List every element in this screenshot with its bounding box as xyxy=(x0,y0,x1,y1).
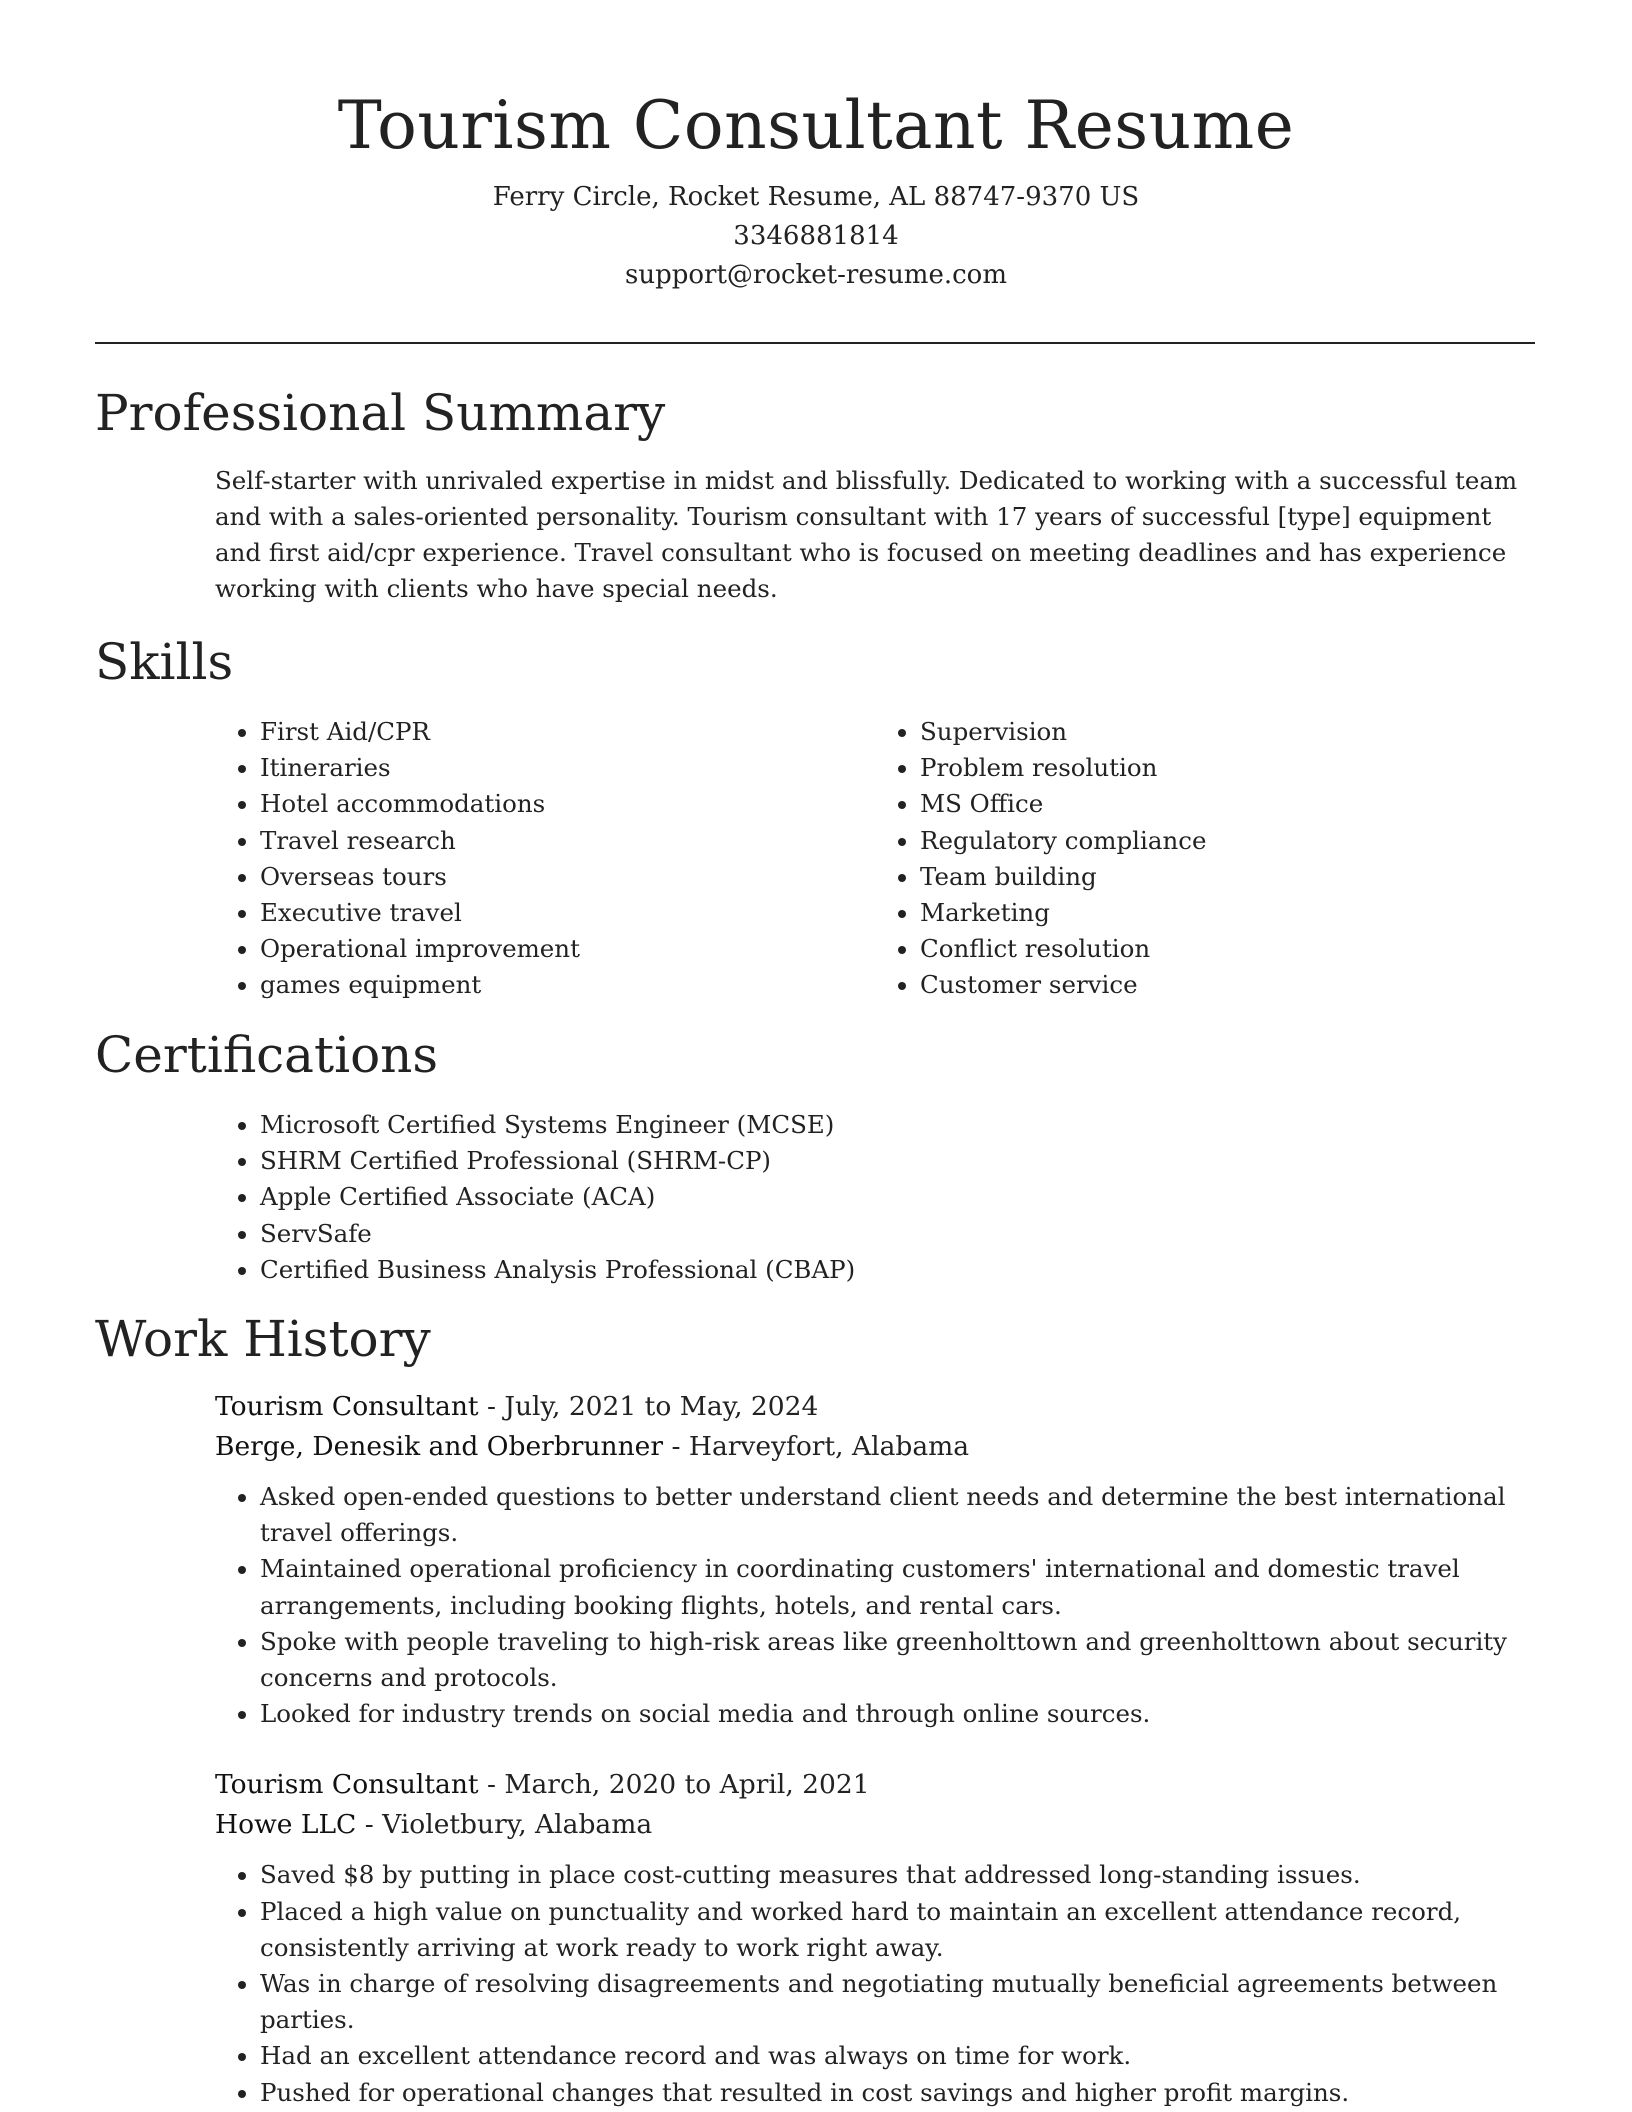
job-company: Berge, Denesik and Oberbrunner xyxy=(215,1431,664,1462)
job-bullet: • Was in charge of resolving disagreements and negotiating mutually beneficial agreements between parties. xyxy=(260,1966,1535,2038)
certification-item: • Microsoft Certified Systems Engineer (MCSE) xyxy=(260,1107,1535,1143)
header-divider xyxy=(95,342,1535,344)
skill-item: • games equipment xyxy=(260,967,875,1003)
resume-header xyxy=(0,0,1632,295)
skill-item: • Marketing xyxy=(920,895,1535,931)
skill-item: • Operational improvement xyxy=(260,931,875,967)
job-bullet: • Placed a high value on punctuality and worked hard to maintain an excellent attendance record, consistently arriving at work ready to work right away. xyxy=(260,1894,1535,1966)
job-dates: - July, 2021 to May, 2024 xyxy=(478,1391,819,1422)
job-title: Tourism Consultant xyxy=(215,1391,479,1422)
skill-item: • Customer service xyxy=(920,967,1535,1003)
work-history-section xyxy=(95,1307,1535,2111)
skill-item: • Travel research xyxy=(260,823,875,859)
job-title: Tourism Consultant xyxy=(215,1769,479,1801)
job-bullet: • Maintained operational proficiency in coordinating customers' international and domestic travel arrangements, including booking flights, hotels, and rental cars. xyxy=(260,1551,1535,1623)
contact-block xyxy=(0,178,1632,295)
certifications-section xyxy=(95,1023,1535,1288)
certification-item: • ServSafe xyxy=(260,1216,1535,1252)
work-history-heading: Work History xyxy=(95,1310,431,1368)
certifications-list xyxy=(215,1107,1535,1288)
job-entry xyxy=(215,1765,1535,2110)
skills-section xyxy=(95,630,1535,1004)
skill-item: • Regulatory compliance xyxy=(920,823,1535,859)
job-bullet: • Spoke with people traveling to high-risk areas like greenholttown and greenholttown about security concerns and protocols. xyxy=(260,1624,1535,1696)
job-location: - Violetbury, Alabama xyxy=(356,1809,653,1841)
skill-item: • Conflict resolution xyxy=(920,931,1535,967)
job-entry xyxy=(215,1387,1535,1732)
certifications-heading: Certifications xyxy=(95,1026,439,1084)
summary-section xyxy=(95,381,1535,607)
job-company-line xyxy=(215,1805,1535,1845)
job-bullets xyxy=(215,1479,1535,1732)
skill-item: • Supervision xyxy=(920,714,1535,750)
job-bullet: • Pushed for operational changes that resulted in cost savings and higher profit margins. xyxy=(260,2075,1535,2111)
contact-phone: 3346881814 xyxy=(733,221,899,251)
job-dates: - March, 2020 to April, 2021 xyxy=(478,1769,870,1801)
resume-title: Tourism Consultant Resume xyxy=(337,87,1295,164)
certification-item: • Apple Certified Associate (ACA) xyxy=(260,1179,1535,1215)
skills-list-left xyxy=(215,714,875,1004)
summary-heading: Professional Summary xyxy=(95,384,666,442)
certification-item: • SHRM Certified Professional (SHRM-CP) xyxy=(260,1143,1535,1179)
job-bullet: • Had an excellent attendance record and was always on time for work. xyxy=(260,2038,1535,2074)
job-title-line xyxy=(215,1387,1535,1427)
skill-item: • Team building xyxy=(920,859,1535,895)
job-company: Howe LLC xyxy=(215,1809,357,1841)
skill-item: • Problem resolution xyxy=(920,750,1535,786)
job-bullet: • Looked for industry trends on social media and through online sources. xyxy=(260,1696,1535,1732)
skill-item: • Overseas tours xyxy=(260,859,875,895)
skill-item: • Hotel accommodations xyxy=(260,786,875,822)
job-bullet: • Asked open-ended questions to better understand client needs and determine the best international travel offerings. xyxy=(260,1479,1535,1551)
contact-address: Ferry Circle, Rocket Resume, AL 88747-9370 US xyxy=(492,182,1140,212)
summary-text: Self-starter with unrivaled expertise in midst and blissfully. Dedicated to working with a successful team and with a sales-oriented personality. Tourism consultant with 17 years of successful [type] equipment and first aid/cpr experience. Travel consultant who is focused on meeting deadlines and has experience working with clients who have special needs. xyxy=(215,466,1518,603)
job-bullet: • Saved $8 by putting in place cost-cutting measures that addressed long-standing issues. xyxy=(260,1857,1535,1893)
job-company-line xyxy=(215,1427,1535,1467)
job-bullets xyxy=(215,1857,1535,2110)
skill-item: • Itineraries xyxy=(260,750,875,786)
skills-heading: Skills xyxy=(95,633,234,691)
skills-list-right xyxy=(875,714,1535,1004)
job-title-line xyxy=(215,1765,1535,1805)
job-location: - Harveyfort, Alabama xyxy=(663,1431,970,1462)
skill-item: • Executive travel xyxy=(260,895,875,931)
skill-item: • First Aid/CPR xyxy=(260,714,875,750)
certification-item: • Certified Business Analysis Professional (CBAP) xyxy=(260,1252,1535,1288)
skill-item: • MS Office xyxy=(920,786,1535,822)
contact-email: support@rocket-resume.com xyxy=(624,260,1007,290)
